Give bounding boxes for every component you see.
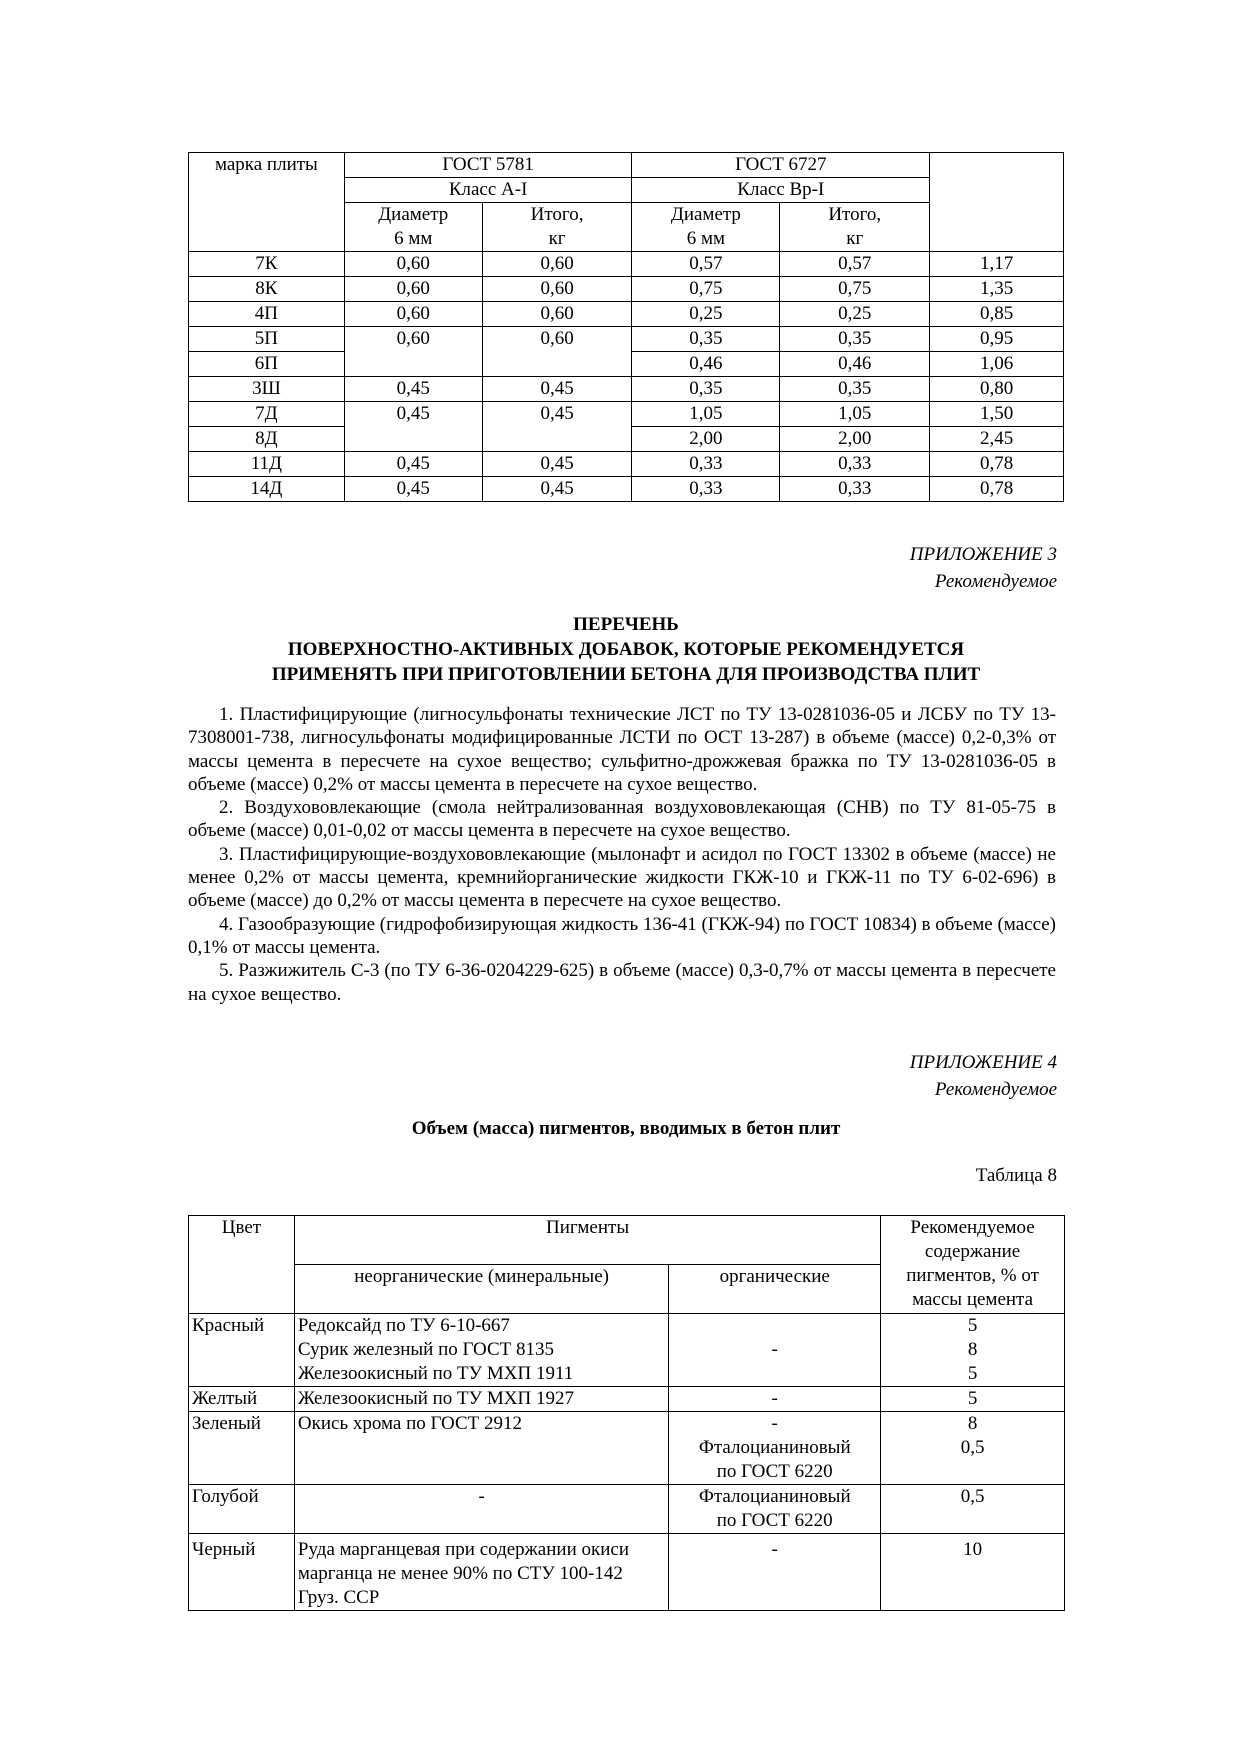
table-row: Красный Редоксайд по ТУ 6-10-667 Сурик железный по ГОСТ 8135 Железоокисный по ТУ МХП 1911 - 5 8 5 bbox=[189, 1314, 1065, 1387]
header-total: Итого, кг bbox=[482, 203, 632, 252]
table-row: Голубой - Фталоцианиновый по ГОСТ 6220 0,5 bbox=[189, 1485, 1065, 1534]
table-row: 6П 0,46 0,46 1,06 bbox=[189, 352, 1064, 377]
table-row: 8Д 2,00 2,00 2,45 bbox=[189, 427, 1064, 452]
table-row: 3Ш 0,45 0,45 0,35 0,35 0,80 bbox=[189, 377, 1064, 402]
header-mark: марка плиты bbox=[189, 153, 345, 252]
appendix4-heading: Объем (масса) пигментов, вводимых в бетон плит bbox=[411, 1118, 841, 1139]
paragraph: 2. Воздухововлекающие (смола нейтрализованная воздухововлекающая (СНВ) по ТУ 81-05-75 в объеме (массе) 0,01-0,02 от массы цемента в пересчете на сухое вещество. bbox=[188, 797, 1056, 842]
header-diameter: Диаметр 6 мм bbox=[344, 203, 482, 252]
appendix3-body bbox=[188, 703, 1056, 1006]
paragraph: 1. Пластифицирующие (лигносульфонаты технические ЛСТ по ТУ 13-0281036-05 и ЛСБУ по ТУ 13-7308001-738, лигносульфонаты модифицированные ЛСТИ по ОСТ 13-287) в объеме (массе) 0,2-0,3% от массы цемента в пересчете на сухое вещество; сульфитно-дрожжевая бражка по ТУ 13-0281036-05 в объеме (массе) 0,2% от массы цемента в пересчете на сухое вещество. bbox=[188, 704, 1056, 795]
table1-body bbox=[189, 252, 1064, 502]
table-row: 7К 0,60 0,60 0,57 0,57 1,17 bbox=[189, 252, 1064, 277]
header-inorganic: неорганические (минеральные) bbox=[294, 1265, 668, 1314]
appendix4-label bbox=[910, 1049, 1057, 1103]
header-color: Цвет bbox=[189, 1216, 295, 1314]
table-row: 11Д 0,45 0,45 0,33 0,33 0,78 bbox=[189, 452, 1064, 477]
paragraph: 5. Разжижитель С-3 (по ТУ 6-36-0204229-625) в объеме (массе) 0,3-0,7% от массы цемента в пересчете на сухое вещество. bbox=[188, 960, 1056, 1005]
header-gost-5781: ГОСТ 5781 bbox=[344, 153, 632, 178]
table-row: 7Д 0,45 0,45 1,05 1,05 1,50 bbox=[189, 402, 1064, 427]
paragraph: 4. Газообразующие (гидрофобизирующая жидкость 136-41 (ГКЖ-94) по ГОСТ 10834) в объеме (массе) 0,1% от массы цемента. bbox=[188, 913, 1056, 958]
paragraph: 3. Пластифицирующие-воздухововлекающие (мылонафт и асидол по ГОСТ 13302 в объеме (массе) не менее 0,2% от массы цемента, кремнийорганические жидкости ГКЖ-10 и ГКЖ-11 по ТУ 6-02-696) в объеме (массе) до 0,2% от массы цемента в пересчете на сухое вещество. bbox=[188, 843, 1056, 912]
header-diameter: Диаметр 6 мм bbox=[632, 203, 780, 252]
pigments-table bbox=[188, 1215, 1065, 1611]
header-pigments: Пигменты bbox=[294, 1216, 880, 1265]
table-row: Зеленый Окись хрома по ГОСТ 2912 - Фталоцианиновый по ГОСТ 6220 8 0,5 bbox=[189, 1412, 1065, 1485]
appendix3-heading: ПЕРЕЧЕНЬ ПОВЕРХНОСТНО-АКТИВНЫХ ДОБАВОК, КОТОРЫЕ РЕКОМЕНДУЕТСЯ ПРИМЕНЯТЬ ПРИ ПРИГОТОВЛЕНИИ БЕТОНА ДЛЯ ПРОИЗВОДСТВА ПЛИТ bbox=[271, 614, 981, 685]
appendix4-type: Рекомендуемое bbox=[934, 1079, 1057, 1100]
header-gost-6727: ГОСТ 6727 bbox=[632, 153, 930, 178]
header-empty bbox=[930, 153, 1064, 252]
appendix3-label bbox=[910, 541, 1057, 595]
appendix3-type: Рекомендуемое bbox=[934, 571, 1057, 592]
header-organic: органические bbox=[669, 1265, 881, 1314]
header-class-bp1: Класс Bp-I bbox=[632, 178, 930, 203]
table-row: Черный Руда марганцевая при содержании окиси марганца не менее 90% по СТУ 100-142 Груз. ССР - 10 bbox=[189, 1534, 1065, 1611]
appendix4-number: ПРИЛОЖЕНИЕ 4 bbox=[909, 1052, 1057, 1073]
table-row: 8К 0,60 0,60 0,75 0,75 1,35 bbox=[189, 277, 1064, 302]
table-row: Желтый Железоокисный по ТУ МХП 1927 - 5 bbox=[189, 1387, 1065, 1412]
table-row: 5П 0,60 0,60 0,35 0,35 0,95 bbox=[189, 327, 1064, 352]
table-label: Таблица 8 bbox=[975, 1165, 1057, 1186]
table-row: 14Д 0,45 0,45 0,33 0,33 0,78 bbox=[189, 477, 1064, 502]
header-total: Итого, кг bbox=[780, 203, 930, 252]
reinforcement-table bbox=[188, 152, 1064, 502]
table-row: 4П 0,60 0,60 0,25 0,25 0,85 bbox=[189, 302, 1064, 327]
appendix3-number: ПРИЛОЖЕНИЕ 3 bbox=[909, 544, 1057, 565]
header-recommended: Рекомендуемое содержание пигментов, % от массы цемента bbox=[881, 1216, 1065, 1314]
header-class-a1: Класс A-I bbox=[344, 178, 632, 203]
